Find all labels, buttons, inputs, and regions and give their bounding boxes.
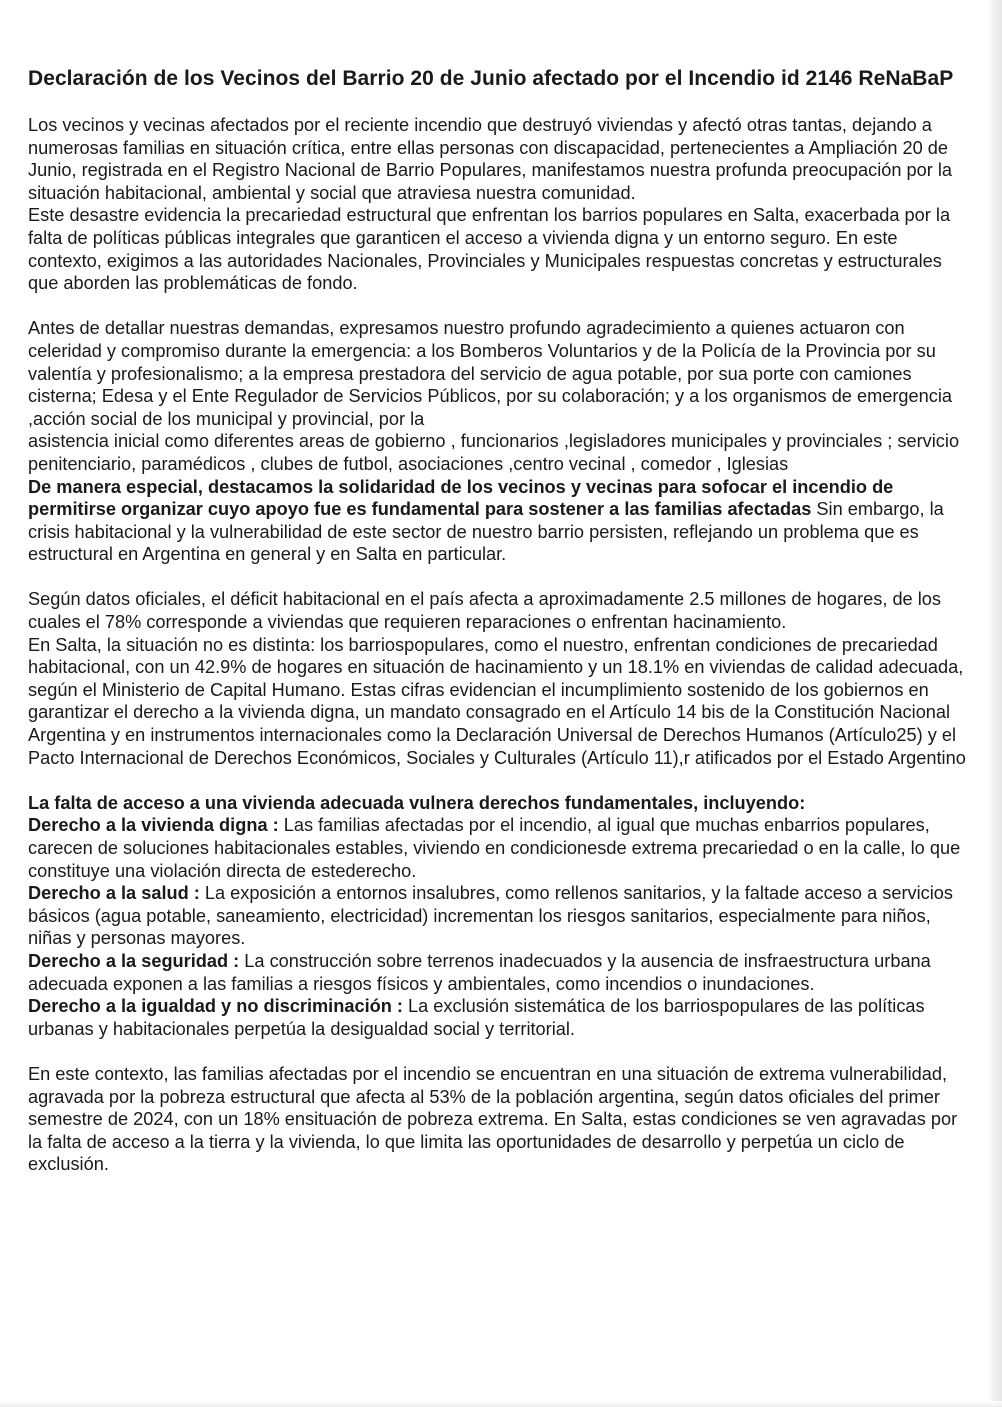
rights-heading-text: La falta de acceso a una vivienda adecuada vulnera derechos fundamentales, incluyendo:	[28, 792, 806, 813]
page-bottom-edge	[0, 1401, 1002, 1407]
paragraph-gap	[28, 1040, 968, 1063]
document-title: Declaración de los Vecinos del Barrio 20 de Junio afectado por el Incendio id 2146 ReNaBaP	[28, 67, 954, 90]
right-item-security	[28, 950, 968, 995]
right-item-equality	[28, 995, 968, 1040]
gratitude-paragraph: Antes de detallar nuestras demandas, expresamos nuestro profundo agradecimiento a quienes actuaron con celeridad y compromiso durante la emergencia: a los Bomberos Voluntarios y de la Policía de la Provincia por su valentía y profesionalismo; a la empresa prestadora del servicio de agua potable, por sua porte con camiones cisterna; Edesa y el Ente Regulador de Servicios Públicos, por su colaboración; y a los organismos de emergencia ,acción social de los municipal y provincial, por la	[28, 318, 953, 429]
closing-paragraph: En este contexto, las familias afectadas por el incendio se encuentran en una situación de extrema vulnerabilidad, agravada por la pobreza estructural que afecta al 53% de la población argentina, según datos oficiales del primer semestre de 2024, con un 18% ensituación de pobreza extrema. En Salta, estas condiciones se ven agravadas por la falta de acceso a la tierra y la vivienda, lo que limita las oportunidades de desarrollo y perpetúa un ciclo de exclusión.	[28, 1063, 958, 1175]
intro-paragraph: Los vecinos y vecinas afectados por el reciente incendio que destruyó viviendas y afectó otras tantas, dejando a numerosas familias en situación crítica, entre ellas personas con discapacidad, pertenecientes a Ampliación 20 de Junio, registrada en el Registro Nacional de Barrio Populares, manifestamos nuestra profunda preocupación por la situación habitacional, ambiental y social que atraviesa nuestra comunidad.	[28, 115, 953, 203]
salta-statistics-paragraph: En Salta, la situación no es distinta: los barriospopulares, como el nuestro, enfrentan condiciones de precariedad habitacional, con un 42.9% de hogares en situación de hacinamiento y un 18.1% en viviendas de calidad adecuada, según el Ministerio de Capital Humano. Estas cifras evidencian el incumplimiento sostenido de los gobiernos en garantizar el derecho a la vivienda digna, un mandato consagrado en el Artículo 14 bis de la Constitución Nacional Argentina y en instrumentos internacionales como la Declaración Universal de Derechos Humanos (Artículo25) y el Pacto Internacional de Derechos Económicos, Sociales y Culturales (Artículo 11),r atificados por el Estado Argentino	[28, 634, 966, 768]
right-item-housing	[28, 814, 968, 882]
right-label: Derecho a la igualdad y no discriminación :	[28, 996, 403, 1017]
document-body	[28, 66, 968, 1176]
right-text: La construcción sobre terrenos inadecuados y la ausencia de insfraestructura urbana adecuada exponen a las familias a riesgos físicos y ambientales, como incendios o inundaciones.	[28, 950, 931, 994]
right-text: La exclusión sistemática de los barriospopulares de las políticas urbanas y habitacionales perpetúa la desigualdad social y territorial.	[28, 996, 925, 1039]
rights-heading	[28, 792, 968, 815]
page-edge-shadow	[988, 0, 1002, 1407]
right-label: Derecho a la vivienda digna :	[28, 815, 279, 836]
right-item-health	[28, 882, 968, 950]
solidarity-rest-text: Sin embargo, la crisis habitacional y la vulnerabilidad de este sector de nuestro barrio persisten, reflejando un problema que es estructural en Argentina en general y en Salta en particular.	[28, 499, 944, 565]
gratitude-paragraph-continued: asistencia inicial como diferentes areas de gobierno , funcionarios ,legisladores municipales y provinciales ; servicio penitenciario, paramédicos , clubes de futbol, asociaciones ,centro vecinal , comedor , Iglesias	[28, 431, 960, 474]
right-label: Derecho a la salud :	[28, 883, 200, 904]
paragraph-gap	[28, 566, 968, 589]
solidarity-bold-text: De manera especial, destacamos la solidaridad de los vecinos y vecinas para sofocar el incendio de permitirse organizar cuyo apoyo fue es fundamental para sostener a las familias afectadas	[28, 476, 894, 520]
solidarity-paragraph	[28, 476, 968, 566]
statistics-paragraph: Según datos oficiales, el déficit habitacional en el país afecta a aproximadamente 2.5 millones de hogares, de los cuales el 78% corresponde a viviendas que requieren reparaciones o enfrentan hacinamiento.	[28, 589, 941, 633]
right-text: Las familias afectadas por el incendio, al igual que muchas enbarrios populares, carecen de soluciones habitacionales estables, viviendo en condicionesde extrema precariedad o en la calle, lo que constituye una violación directa de estederecho.	[28, 815, 961, 881]
right-label: Derecho a la seguridad :	[28, 950, 240, 971]
paragraph-gap	[28, 295, 968, 318]
context-paragraph: Este desastre evidencia la precariedad estructural que enfrentan los barrios populares en Salta, exacerbada por la falta de políticas públicas integrales que garanticen el acceso a vivienda digna y un entorno seguro. En este contexto, exigimos a las autoridades Nacionales, Provinciales y Municipales respuestas concretas y estructurales que aborden las problemáticas de fondo.	[28, 205, 951, 294]
right-text: La exposición a entornos insalubres, como rellenos sanitarios, y la faltade acceso a servicios básicos (agua potable, saneamiento, electricidad) incrementan los riesgos sanitarios, especialmente para niños, niñas y personas mayores.	[28, 883, 953, 949]
paragraph-gap	[28, 769, 968, 792]
